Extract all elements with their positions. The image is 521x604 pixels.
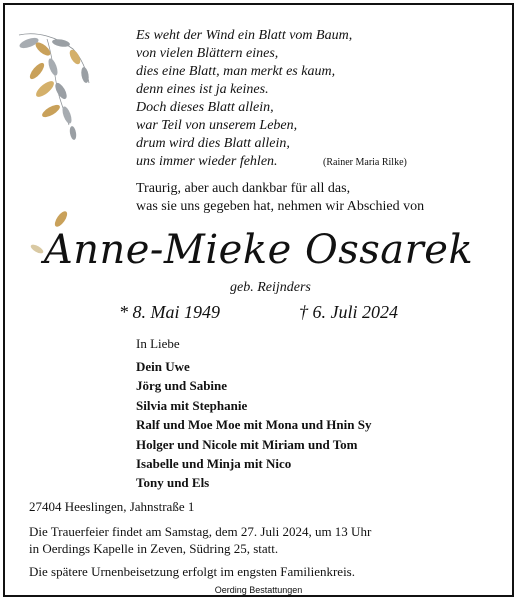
poem-line: denn eines ist ja keines. bbox=[136, 82, 269, 97]
undertaker-name: Oerding Bestattungen bbox=[214, 585, 303, 595]
poem-author: (Rainer Maria Rilke) bbox=[323, 157, 407, 168]
poem-line: drum wird dies Blatt allein, bbox=[136, 136, 290, 151]
ceremony-line: Die Trauerfeier findet am Samstag, dem 27. Juli 2024, um 13 Uhr bbox=[29, 524, 372, 539]
mourner-name: Jörg und Sabine bbox=[136, 378, 228, 394]
mourners-list bbox=[136, 357, 371, 493]
urn-burial-info: Die spätere Urnenbeisetzung erfolgt im engsten Familienkreis. bbox=[29, 564, 355, 579]
mourners-heading: In Liebe bbox=[136, 336, 180, 351]
mourner-name: Holger und Nicole mit Miriam und Tom bbox=[136, 436, 358, 452]
mourner-name: Silvia mit Stephanie bbox=[136, 397, 248, 413]
poem-line: war Teil von unserem Leben, bbox=[136, 118, 298, 133]
mourner-name: Dein Uwe bbox=[136, 359, 190, 374]
birth-date: * 8. Mai 1949 bbox=[119, 302, 220, 322]
mourner-name: Ralf und Moe Moe mit Mona und Hnin Sy bbox=[136, 417, 372, 433]
maiden-name: geb. Reijnders bbox=[230, 280, 311, 295]
death-date: † 6. Juli 2024 bbox=[299, 302, 398, 322]
mourner-name: Tony und Els bbox=[136, 475, 210, 491]
poem-line: dies eine Blatt, man merkt es kaum, bbox=[136, 64, 336, 79]
intro-line: was sie uns gegeben hat, nehmen wir Abschied von bbox=[136, 199, 425, 214]
ceremony-line: in Oerdings Kapelle in Zeven, Südring 25, statt. bbox=[29, 541, 279, 556]
poem-line: uns immer wieder fehlen. bbox=[136, 154, 278, 169]
poem-line: Doch dieses Blatt allein, bbox=[136, 100, 274, 115]
mourner-name: Isabelle und Minja mit Nico bbox=[136, 456, 292, 472]
deceased-name: Anne-Mieke Ossarek bbox=[43, 227, 474, 273]
intro-text bbox=[136, 180, 424, 216]
poem-line: Es weht der Wind ein Blatt vom Baum, bbox=[136, 28, 353, 43]
poem bbox=[136, 27, 352, 171]
intro-line: Traurig, aber auch dankbar für all das, bbox=[136, 181, 351, 196]
obituary-notice bbox=[3, 3, 514, 597]
family-address: 27404 Heeslingen, Jahnstraße 1 bbox=[29, 499, 195, 514]
poem-line: von vielen Blättern eines, bbox=[136, 46, 279, 61]
ceremony-info bbox=[29, 523, 371, 557]
